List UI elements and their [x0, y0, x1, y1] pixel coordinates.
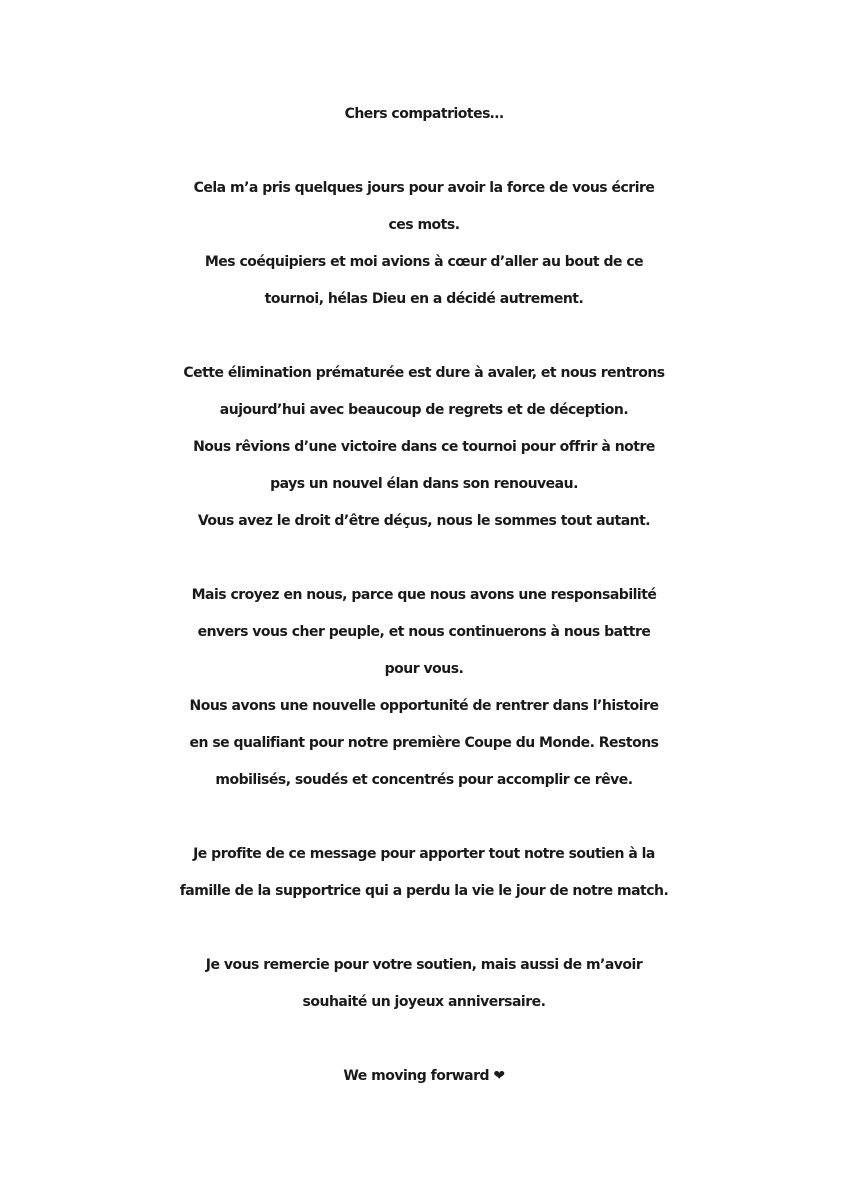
paragraph-3-line: mobilisés, soudés et concentrés pour accomplir ce rêve. [215, 772, 633, 788]
paragraph-1-line: tournoi, hélas Dieu en a décidé autrement. [264, 291, 584, 307]
letter-body [0, 96, 848, 1095]
paragraph-2-line: Vous avez le droit d’être déçus, nous le sommes tout autant. [197, 513, 651, 529]
paragraph-2-line: Cette élimination prématurée est dure à avaler, et nous rentrons [183, 365, 665, 381]
paragraph-2-line: aujourd’hui avec beaucoup de regrets et de déception. [219, 402, 629, 418]
paragraph-gap [0, 799, 848, 836]
paragraph-4-line: famille de la supportrice qui a perdu la vie le jour de notre match. [179, 883, 669, 899]
paragraph-3-line: pour vous. [384, 661, 464, 677]
paragraph-1-line: ces mots. [388, 217, 460, 233]
paragraph-gap [0, 318, 848, 355]
paragraph-1-line: Cela m’a pris quelques jours pour avoir la force de vous écrire [193, 180, 655, 196]
paragraph-3-line: Mais croyez en nous, parce que nous avons une responsabilité [191, 587, 657, 603]
paragraph-5-line: souhaité un joyeux anniversaire. [302, 994, 546, 1010]
paragraph-3-line: en se qualifiant pour notre première Coupe du Monde. Restons [189, 735, 659, 751]
paragraph-5-line: Je vous remercie pour votre soutien, mais aussi de m’avoir [205, 957, 643, 973]
paragraph-4-line: Je profite de ce message pour apporter tout notre soutien à la [193, 846, 655, 862]
paragraph-3-line: envers vous cher peuple, et nous continuerons à nous battre [197, 624, 651, 640]
paragraph-2-line: Nous rêvions d’une victoire dans ce tournoi pour offrir à notre [193, 439, 655, 455]
paragraph-gap [0, 1021, 848, 1058]
paragraph-1-line: Mes coéquipiers et moi avions à cœur d’aller au bout de ce [204, 254, 644, 270]
paragraph-3-line: Nous avons une nouvelle opportunité de rentrer dans l’histoire [189, 698, 659, 714]
paragraph-gap [0, 133, 848, 170]
paragraph-2-line: pays un nouvel élan dans son renouveau. [270, 476, 578, 492]
signoff: We moving forward ❤ [343, 1068, 505, 1084]
paragraph-gap [0, 910, 848, 947]
paragraph-gap [0, 540, 848, 577]
greeting: Chers compatriotes… [344, 106, 504, 122]
